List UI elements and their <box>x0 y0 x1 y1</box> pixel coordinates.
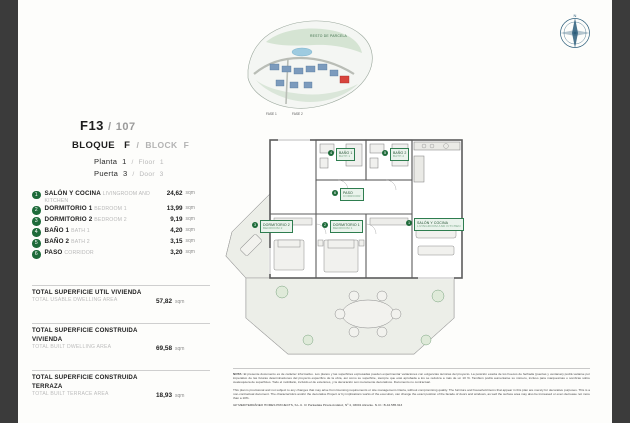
note-paragraph-en: This plan is provisional and not subject to any changes that may arise from licensing requirements or site management criteria, without compromising quality. The furniture and household items that appear in this plan are merely for decorative purposes. This is a non-contractual document. The characteristics and/or the decorative Project or by implications works of the execution, can change the exact position of the facade of doors and windows, as well the surface area may also be increased or even decrease not more than a 10%. <box>233 387 590 400</box>
room-label-es: DORMITORIO 1 <box>44 205 93 212</box>
plan-room-label-en: BEDROOM 1 <box>333 225 353 230</box>
site-plan <box>236 8 386 128</box>
list-item <box>32 190 210 204</box>
room-area-unit: sqm <box>185 189 195 196</box>
plan-room-label-es: DORMITORIO 2 <box>263 222 290 227</box>
room-area-unit: sqm <box>185 216 195 222</box>
note-text-es: El presente documento es de carácter informativo. Los planos y las superficies expresadas pueden experimentar variaciones con exigencias técnicas del proyecto. La posición exacta de los huecos de fachada (puertas y ventanas) podrá variarse por imperativo de las futuras determinaciones del proyecto específico de la obra, así como su superficie, siempre que esté aprobada a los se reduzca a más de un 10 %. También podrá aumentarse su número, incluso para marquesinas o sombras sobre cualesquiera de superficies. Todo el mobiliario, incluido el de exteriores, y la decoración son meramente decorativos. Documento no contractual. <box>233 372 590 385</box>
door-label-es: Puerta <box>94 168 119 178</box>
total-built-dwelling <box>32 323 210 352</box>
room-label <box>45 238 157 245</box>
room-label-es: DORMITORIO 2 <box>44 216 93 223</box>
plan-room-label-es: DORMITORIO 1 <box>333 222 360 227</box>
unit-title: F13 <box>80 118 104 133</box>
list-item <box>32 249 210 259</box>
unit-title-row <box>32 118 210 133</box>
total-label-en: TOTAL BUILT TERRACE AREA <box>32 391 109 398</box>
room-area-value: 9,19 <box>170 216 183 223</box>
room-label <box>45 205 157 212</box>
block-letter-es: F <box>124 140 131 151</box>
room-number-badge: 5 <box>32 239 41 248</box>
plan-room-number-5: 5 <box>383 151 387 155</box>
room-label <box>45 216 157 223</box>
plan-room-label-en: BEDROOM 2 <box>263 225 283 230</box>
plan-room-label-es: BAÑO 1 <box>339 150 353 155</box>
legal-note <box>233 368 590 410</box>
unit-title-separator: / <box>108 121 112 133</box>
room-area-value: 3,20 <box>170 249 183 256</box>
room-area-value: 13,99 <box>166 205 183 212</box>
svg-text:N: N <box>573 13 577 18</box>
plan-room-number-2: 2 <box>323 223 327 227</box>
divider <box>32 370 210 371</box>
floor-plan-drawing <box>218 128 608 360</box>
door-separator: / <box>132 170 135 178</box>
total-label <box>32 374 156 399</box>
total-unit: sqm <box>175 298 185 305</box>
note-heading: NOTA: <box>233 372 243 376</box>
total-usable-dwelling <box>32 285 210 305</box>
door-label-en: Door <box>139 170 155 178</box>
room-number-badge: 1 <box>32 191 41 200</box>
divider <box>32 323 210 324</box>
floorplan-sheet <box>18 0 612 423</box>
plan-room-tag-corridor <box>340 188 364 201</box>
total-built-terrace <box>32 370 210 399</box>
note-paragraph-es <box>233 372 590 385</box>
total-label-es: TOTAL SUPERFICIE CONSTRUIDA TERRAZA <box>32 373 138 390</box>
room-area-unit: sqm <box>185 205 195 211</box>
plan-room-tag-bedroom-2 <box>260 220 293 233</box>
block-label-es: BLOQUE <box>72 140 116 151</box>
room-area-value: 3,15 <box>170 238 183 245</box>
unit-code: 107 <box>115 121 136 133</box>
room-area-unit: sqm <box>185 249 195 255</box>
plan-room-number-3: 3 <box>253 223 257 227</box>
plan-room-label-es: SALÓN Y COCINA <box>417 220 449 225</box>
room-label-es: BAÑO 2 <box>44 238 70 245</box>
plan-room-label-en: CORRIDOR <box>343 193 361 198</box>
room-label-en: CORRIDOR <box>64 250 94 256</box>
plan-room-label-en: BATH 1 <box>339 153 351 158</box>
room-schedule <box>32 190 210 259</box>
block-separator: / <box>136 140 140 150</box>
total-value: 57,82 <box>156 297 172 305</box>
room-label <box>45 190 157 204</box>
list-item <box>32 216 210 226</box>
right-edge-bar <box>612 0 630 423</box>
room-area-value: 24,62 <box>166 189 183 197</box>
divider <box>32 285 210 286</box>
room-number-badge: 6 <box>32 250 41 259</box>
room-label-en: BATH 2 <box>71 239 90 245</box>
room-label <box>45 227 157 234</box>
door-line <box>94 169 210 178</box>
plan-room-label-es: PASO <box>343 190 353 195</box>
divider <box>233 368 590 369</box>
floor-door-lines <box>32 157 210 178</box>
total-label <box>32 289 156 305</box>
plan-room-label-en: BATH 2 <box>393 153 405 158</box>
total-value: 18,93 <box>156 391 172 399</box>
plan-room-number-6: 6 <box>333 191 337 195</box>
list-item <box>32 205 210 215</box>
room-label <box>45 249 157 256</box>
site-label-resto-parcela: RESTO DE PARCELA <box>310 34 347 38</box>
room-label-en: BATH 1 <box>71 228 90 234</box>
floor-label-es: Planta <box>94 157 118 166</box>
block-label-en: BLOCK <box>145 140 178 150</box>
floor-value-en: 1 <box>159 159 164 166</box>
total-unit: sqm <box>175 345 185 352</box>
floor-label-en: Floor <box>138 159 156 166</box>
site-label-fase-2: FASE 2 <box>292 112 303 116</box>
room-number-badge: 3 <box>32 217 41 226</box>
compass-icon <box>554 12 596 54</box>
left-edge-bar <box>0 0 18 423</box>
block-letter-en: F <box>183 140 190 150</box>
door-value-en: 3 <box>159 170 164 178</box>
room-label-en: BEDROOM 2 <box>94 217 127 223</box>
total-label-en: TOTAL USABLE DWELLING AREA <box>32 297 118 304</box>
room-number-badge: 4 <box>32 228 41 237</box>
total-value: 69,58 <box>156 344 172 352</box>
floor-line <box>94 157 210 166</box>
room-label-es: PASO <box>44 249 63 256</box>
total-label-en: TOTAL BUILT DWELLING AREA <box>32 344 112 351</box>
total-label-es: TOTAL SUPERFICIE CONSTRUIDA VIVIENDA <box>32 326 138 343</box>
plan-room-label-es: BAÑO 2 <box>393 150 407 155</box>
room-label-es: SALÓN Y COCINA <box>44 189 101 197</box>
block-row <box>32 140 210 151</box>
note-company: GP MEDITERRÁNEO HOMES PROJECTS, S.L.U. C/ Parkadata Pinula Andaluz, Nº 4, 03001 Alicante. N.I.F.: B-42.585.913 <box>233 403 403 408</box>
room-number-badge: 2 <box>32 206 41 215</box>
list-item <box>32 227 210 237</box>
floor-separator: / <box>131 159 134 166</box>
plan-room-tag-bedroom-1 <box>330 220 363 233</box>
room-label-es: BAÑO 1 <box>44 227 70 234</box>
plan-room-tag-bath-2 <box>390 148 409 161</box>
room-area-unit: sqm <box>185 227 195 233</box>
plan-room-number-1: 1 <box>407 221 411 225</box>
total-label <box>32 327 156 352</box>
room-area-value: 4,20 <box>170 227 183 234</box>
room-area-unit: sqm <box>185 238 195 244</box>
plan-room-label-en: LIVINGROOM AND KITCHEN <box>417 223 461 228</box>
plan-room-number-4: 4 <box>329 151 333 155</box>
plan-room-tag-living-kitchen <box>414 218 464 231</box>
totals-section <box>32 285 210 399</box>
site-label-fase-1: FASE 1 <box>266 112 277 116</box>
room-label-en: BEDROOM 1 <box>94 206 127 212</box>
room-label-en: LIVINGROOM AND KITCHEN <box>44 190 150 204</box>
plan-room-tag-bath-1 <box>336 148 355 161</box>
door-value-es: 3 <box>123 168 128 178</box>
total-label-es: TOTAL SUPERFICIE UTIL VIVIENDA <box>32 288 142 296</box>
list-item <box>32 238 210 248</box>
total-unit: sqm <box>175 392 185 399</box>
floor-value-es: 1 <box>122 157 127 166</box>
unit-info-column <box>32 118 210 417</box>
